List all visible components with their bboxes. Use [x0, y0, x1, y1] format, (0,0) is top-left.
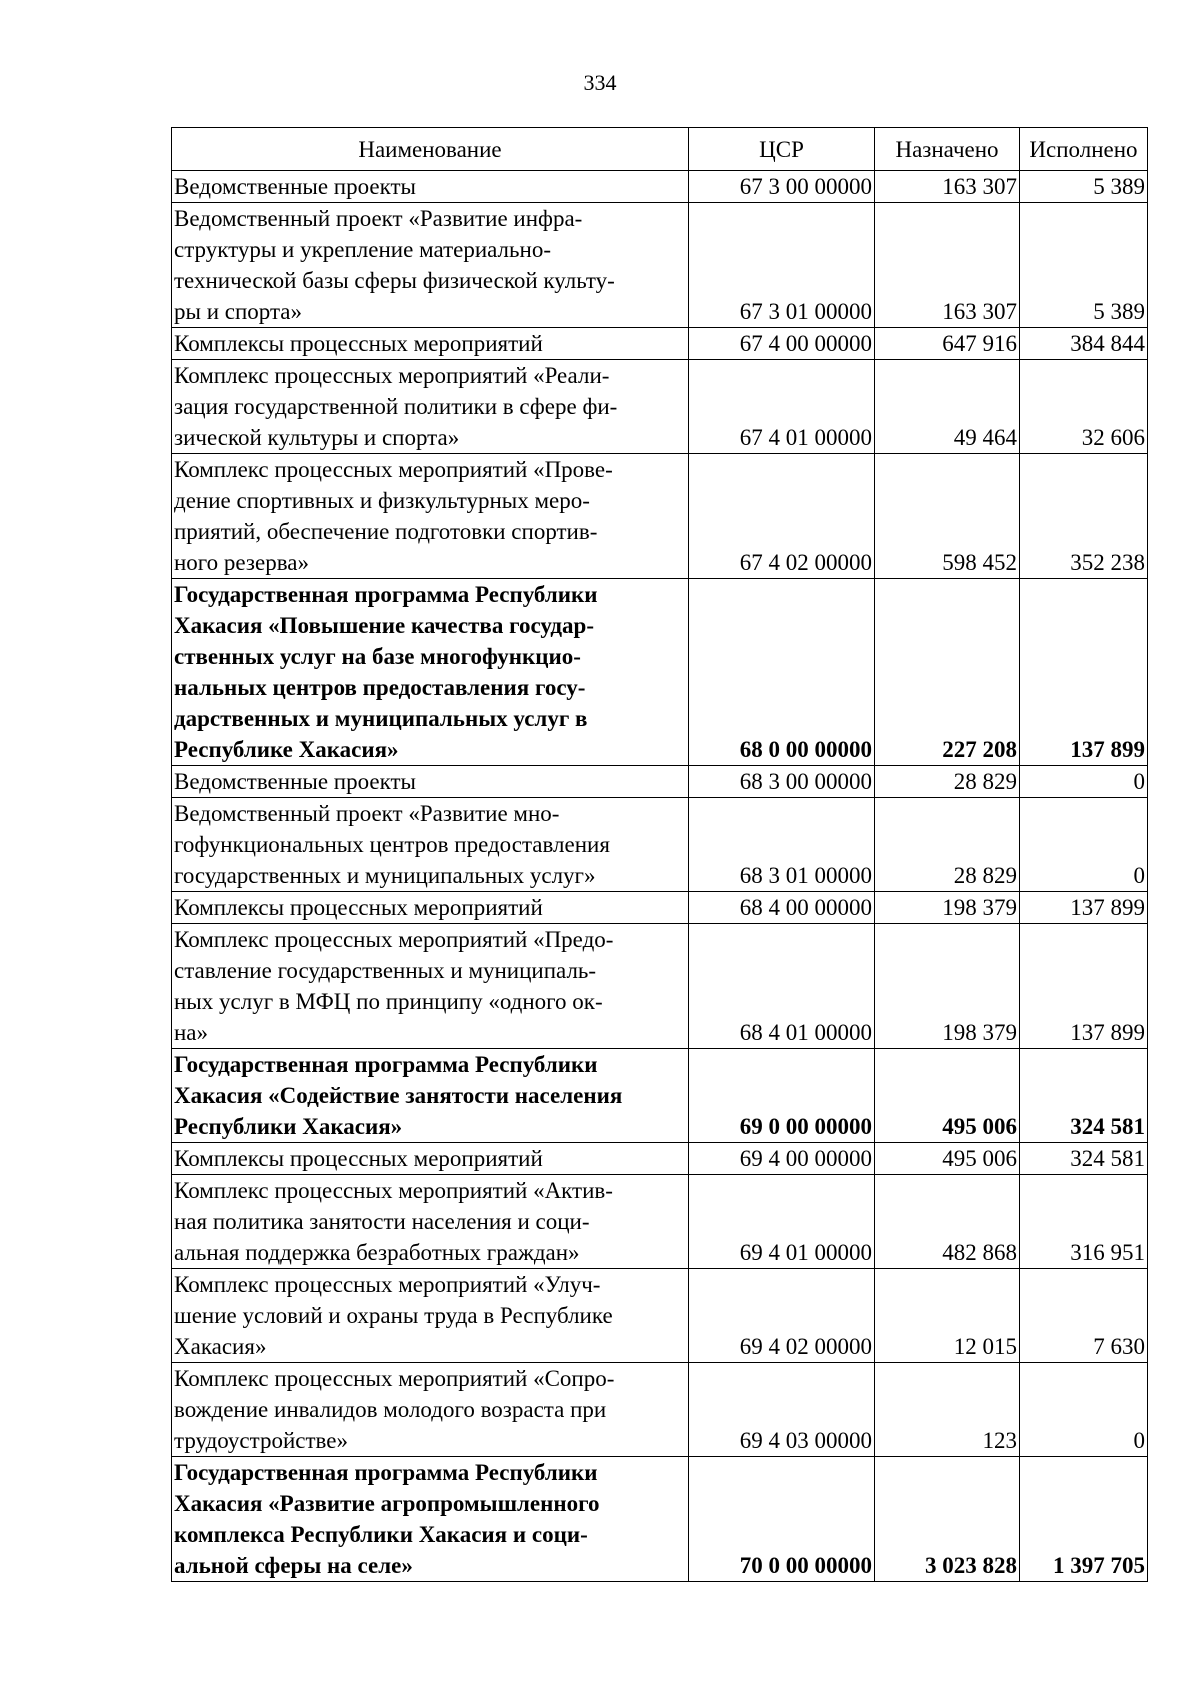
table-row [172, 798, 1148, 892]
row-csr-cell: 67 4 02 00000 [689, 454, 875, 579]
row-name-cell: Ведомственный проект «Развитие мно- гофункциональных центров предоставления государственных и муниципальных услуг» [172, 798, 689, 892]
header-csr: ЦСР [689, 128, 875, 171]
row-name-cell: Комплекс процессных мероприятий «Улуч- шение условий и охраны труда в Республике Хакасия» [172, 1269, 689, 1363]
table-row [172, 203, 1148, 328]
table-row [172, 171, 1148, 203]
row-assigned-cell: 3 023 828 [875, 1457, 1020, 1582]
row-executed-cell: 0 [1020, 1363, 1148, 1457]
row-name-cell: Комплексы процессных мероприятий [172, 892, 689, 924]
row-csr-cell: 68 4 01 00000 [689, 924, 875, 1049]
table-row [172, 1143, 1148, 1175]
row-name-cell: Комплекс процессных мероприятий «Сопро- вождение инвалидов молодого возраста при трудоустройстве» [172, 1363, 689, 1457]
row-executed-cell: 7 630 [1020, 1269, 1148, 1363]
row-assigned-cell: 598 452 [875, 454, 1020, 579]
row-name-cell: Комплекс процессных мероприятий «Прове- дение спортивных и физкультурных меро- приятий, обеспечение подготовки спортив- ного резерва» [172, 454, 689, 579]
row-name-cell: Ведомственные проекты [172, 766, 689, 798]
row-executed-cell: 137 899 [1020, 892, 1148, 924]
row-executed-cell: 0 [1020, 798, 1148, 892]
row-csr-cell: 69 4 00 00000 [689, 1143, 875, 1175]
row-name-cell: Комплекс процессных мероприятий «Реали- зация государственной политики в сфере фи- зической культуры и спорта» [172, 360, 689, 454]
row-name-cell: Комплекс процессных мероприятий «Предо- ставление государственных и муниципаль- ных услуг в МФЦ по принципу «одного ок- на» [172, 924, 689, 1049]
row-executed-cell: 384 844 [1020, 328, 1148, 360]
table-row [172, 1363, 1148, 1457]
row-assigned-cell: 482 868 [875, 1175, 1020, 1269]
table-row [172, 1269, 1148, 1363]
row-name-cell: Комплекс процессных мероприятий «Актив- ная политика занятости населения и соци- альная поддержка безработных граждан» [172, 1175, 689, 1269]
row-name-cell: Государственная программа Республики Хакасия «Содействие занятости населения Республики Хакасия» [172, 1049, 689, 1143]
table-row [172, 1049, 1148, 1143]
table-body [172, 171, 1148, 1582]
table-row [172, 360, 1148, 454]
row-name-cell: Ведомственные проекты [172, 171, 689, 203]
row-csr-cell: 69 4 03 00000 [689, 1363, 875, 1457]
table-row [172, 328, 1148, 360]
row-csr-cell: 67 4 00 00000 [689, 328, 875, 360]
row-csr-cell: 69 4 01 00000 [689, 1175, 875, 1269]
budget-execution-table [171, 127, 1148, 1582]
row-executed-cell: 137 899 [1020, 579, 1148, 766]
row-csr-cell: 67 4 01 00000 [689, 360, 875, 454]
row-executed-cell: 0 [1020, 766, 1148, 798]
header-executed: Исполнено [1020, 128, 1148, 171]
table-row [172, 1175, 1148, 1269]
row-name-cell: Ведомственный проект «Развитие инфра- структуры и укрепление материально- технической базы сферы физической культу- ры и спорта» [172, 203, 689, 328]
table-row [172, 1457, 1148, 1582]
row-csr-cell: 69 0 00 00000 [689, 1049, 875, 1143]
row-executed-cell: 32 606 [1020, 360, 1148, 454]
table-row [172, 924, 1148, 1049]
row-executed-cell: 316 951 [1020, 1175, 1148, 1269]
row-executed-cell: 5 389 [1020, 171, 1148, 203]
table-row [172, 766, 1148, 798]
row-csr-cell: 67 3 00 00000 [689, 171, 875, 203]
row-assigned-cell: 198 379 [875, 892, 1020, 924]
page-number: 334 [583, 70, 617, 95]
header-assigned: Назначено [875, 128, 1020, 171]
table-row [172, 892, 1148, 924]
row-executed-cell: 1 397 705 [1020, 1457, 1148, 1582]
row-assigned-cell: 495 006 [875, 1049, 1020, 1143]
row-name-cell: Государственная программа Республики Хакасия «Повышение качества государ- ственных услуг на базе многофункцио- нальных центров предоставления госу- дарственных и муниципальных услуг в Республике Хакасия» [172, 579, 689, 766]
header-name: Наименование [172, 128, 689, 171]
row-csr-cell: 68 3 00 00000 [689, 766, 875, 798]
row-assigned-cell: 28 829 [875, 798, 1020, 892]
row-executed-cell: 5 389 [1020, 203, 1148, 328]
row-csr-cell: 68 4 00 00000 [689, 892, 875, 924]
row-csr-cell: 69 4 02 00000 [689, 1269, 875, 1363]
row-assigned-cell: 28 829 [875, 766, 1020, 798]
row-assigned-cell: 198 379 [875, 924, 1020, 1049]
row-assigned-cell: 163 307 [875, 171, 1020, 203]
row-csr-cell: 67 3 01 00000 [689, 203, 875, 328]
row-assigned-cell: 647 916 [875, 328, 1020, 360]
row-executed-cell: 324 581 [1020, 1143, 1148, 1175]
row-csr-cell: 68 0 00 00000 [689, 579, 875, 766]
row-executed-cell: 324 581 [1020, 1049, 1148, 1143]
row-name-cell: Комплексы процессных мероприятий [172, 328, 689, 360]
row-name-cell: Государственная программа Республики Хакасия «Развитие агропромышленного комплекса Республики Хакасия и соци- альной сферы на селе» [172, 1457, 689, 1582]
row-assigned-cell: 49 464 [875, 360, 1020, 454]
row-executed-cell: 137 899 [1020, 924, 1148, 1049]
row-assigned-cell: 12 015 [875, 1269, 1020, 1363]
row-assigned-cell: 495 006 [875, 1143, 1020, 1175]
row-executed-cell: 352 238 [1020, 454, 1148, 579]
row-csr-cell: 70 0 00 00000 [689, 1457, 875, 1582]
table-header-row [172, 128, 1148, 171]
row-csr-cell: 68 3 01 00000 [689, 798, 875, 892]
row-assigned-cell: 227 208 [875, 579, 1020, 766]
row-assigned-cell: 163 307 [875, 203, 1020, 328]
row-assigned-cell: 123 [875, 1363, 1020, 1457]
table-row [172, 579, 1148, 766]
row-name-cell: Комплексы процессных мероприятий [172, 1143, 689, 1175]
table-row [172, 454, 1148, 579]
